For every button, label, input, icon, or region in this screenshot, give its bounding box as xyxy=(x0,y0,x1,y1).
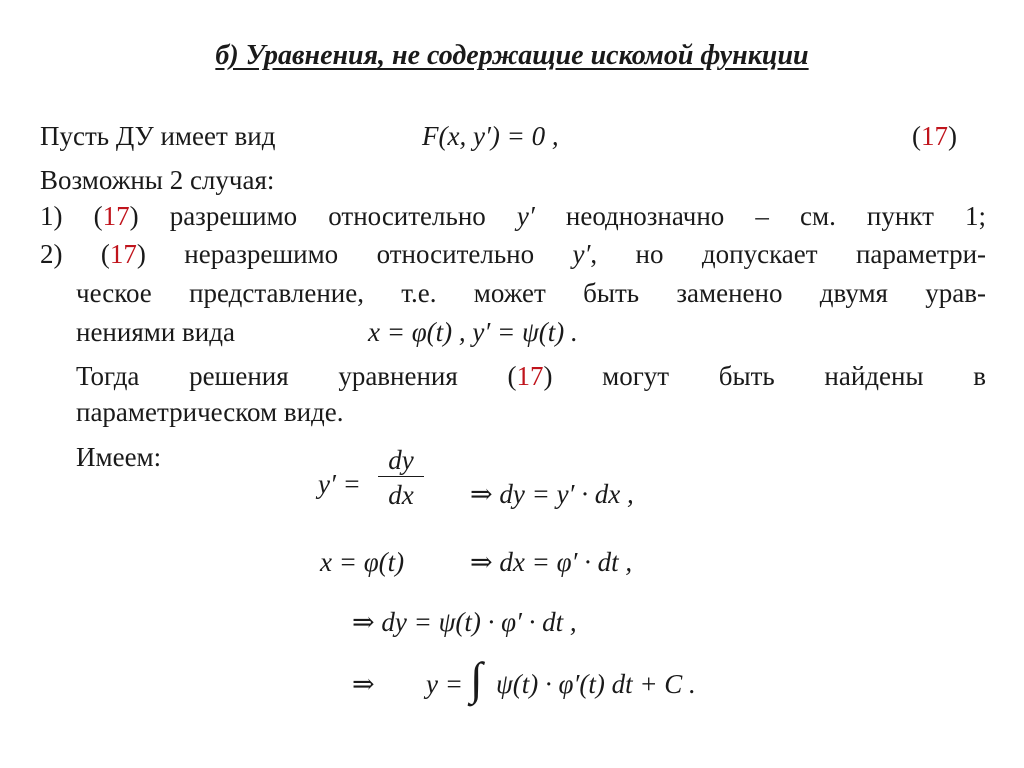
case-2-line-2: ческое представление, т.е. может быть заменено двумя урав- xyxy=(76,278,986,308)
case-2-line-3: нениями вида xyxy=(76,317,235,347)
equation-ref: 17 xyxy=(102,201,130,231)
fraction-denominator: dx xyxy=(388,480,414,510)
y-equals: y = xyxy=(426,669,463,699)
intro-text: Пусть ДУ имеет вид xyxy=(40,121,276,151)
implies-arrow: ⇒ xyxy=(352,669,375,699)
derivation-row-3: ⇒ dy = ψ(t) · φ′ · dt , xyxy=(352,607,577,637)
parametric-equations: x = φ(t) , y′ = ψ(t) . xyxy=(368,317,578,347)
case-2-line-1: 2) (17) неразрешимо относительно y′, но допускает параметри- xyxy=(40,239,987,269)
equation-number: (17) xyxy=(912,121,957,151)
equation-ref: 17 xyxy=(109,239,137,269)
cases-heading: Возможны 2 случая: xyxy=(40,165,275,195)
case-1: 1) (17) разрешимо относительно y′ неоднозначно – см. пункт 1; xyxy=(40,201,986,231)
derivative-lhs: y′ = xyxy=(318,469,361,499)
then-line-1: Тогда решения уравнения (17) могут быть найдены в xyxy=(76,361,986,391)
integral-sign: ∫ xyxy=(470,653,483,704)
slide-title: б) Уравнения, не содержащие искомой функции xyxy=(215,40,809,71)
fraction-numerator: dy xyxy=(388,445,414,475)
integral-expression: ψ(t) · φ′(t) dt + C . xyxy=(496,669,696,699)
have-label: Имеем: xyxy=(76,442,162,472)
main-equation: F(x, y′) = 0 , xyxy=(422,121,559,151)
x-equals-phi: x = φ(t) xyxy=(320,547,405,577)
derivative-fraction xyxy=(378,444,424,513)
then-line-2: параметрическом виде. xyxy=(76,397,344,427)
derivation-row-2: ⇒ dx = φ′ · dt , xyxy=(470,547,633,577)
derivation-row-1: ⇒ dy = y′ · dx , xyxy=(470,479,634,509)
equation-ref: 17 xyxy=(516,361,544,391)
